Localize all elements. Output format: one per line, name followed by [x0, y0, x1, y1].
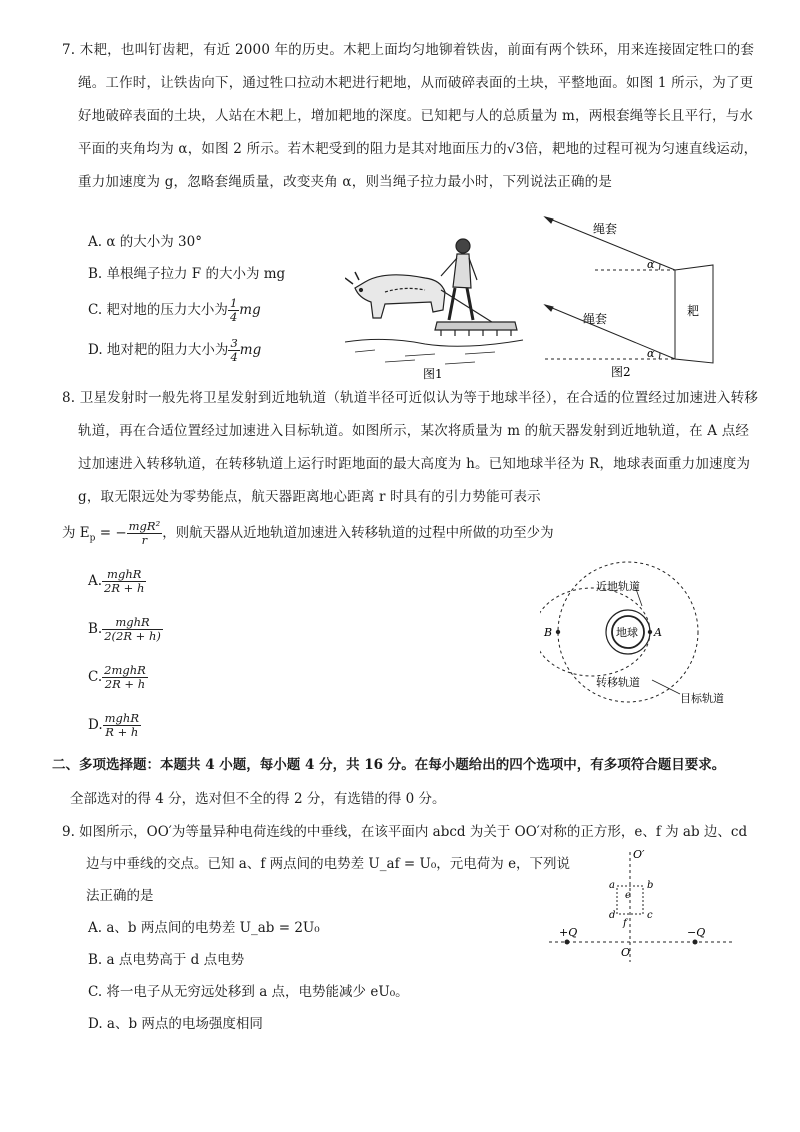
- figure-1-label: 图1: [423, 367, 443, 381]
- lower-angle-label: α: [647, 347, 655, 360]
- lower-rope-label: 绳套: [583, 312, 608, 326]
- positive-charge: [565, 940, 570, 945]
- q9-stem-line-2: 边与中垂线的交点。已知 a、f 两点间的电势差 U_af = U₀，元电荷为 e，下列说: [86, 856, 571, 872]
- q9-option-d: D. a、b 两点的电场强度相同: [88, 1016, 263, 1032]
- q7-option-d: D. 地对耙的阻力大小为 $\frac{3}{4}$ mg: [88, 336, 262, 364]
- earth-label: 地球: [616, 626, 638, 639]
- question-8: [62, 382, 762, 556]
- question-7-options: [62, 226, 362, 366]
- q7-option-b: B. 单根绳子拉力 F 的大小为 mg: [88, 266, 286, 282]
- upper-angle-label: α: [647, 258, 655, 271]
- upper-rope-label: 绳套: [593, 222, 618, 236]
- q9-option-c: C. 将一电子从无穷远处移到 a 点，电势能减少 eU₀。: [88, 984, 409, 1000]
- transfer-orbit-label: 转移轨道: [596, 676, 640, 689]
- question-7-stem: 7. 木耙，也叫钉齿耙，有近 2000 年的历史。木耙上面均匀地铆着铁齿，前面有两个铁环，用来连接固定牲口的套绳。工作时，让铁齿向下，通过牲口拉动木耙进行耙地，从而破碎表面的土块，平整地面。如图 1 所示，为了更好地破碎表面的土块，人站在木耙上，增加耙地的深度。已知耙与人的总质量为 m，两根套绳等长且平行，与水平面的夹角均为 α，如图 2 所示。若木耙受到的阻力是其对地面压力的√3倍，耙地的过程可视为匀速直线运动，重力加速度为 g，忽略套绳质量，改变夹角 α，则当绳子拉力最小时，下列说法正确的是: [62, 42, 758, 190]
- figure-2-label: 图2: [611, 365, 631, 379]
- point-a-label: A: [654, 626, 662, 639]
- q8-option-c: C. $\frac{\text{2mghR}}{2R + h}$: [88, 663, 146, 691]
- q9-stem-line-1: 9. 如图所示，OO′为等量异种电荷连线的中垂线，在该平面内 abcd 为关于 OO′对称的正方形，e、f 为 ab 边、cd: [62, 824, 748, 840]
- c-label: c: [647, 910, 653, 921]
- question-8-stem: 8. 卫星发射时一般先将卫星发射到近地轨道（轨道半径可近似认为等于地球半径），在合适的位置经过加速进入转移轨道，再在合适位置经过加速进入目标轨道。如图所示，某次将质量为 m 的航天器发射到近地轨道，在 A 点经过加速进入转移轨道，在转移轨道上运行时距地面的最大高度为 h。已知地球半径为 R，地球表面重力加速度为 g，取无限远处为零势能点，航天器距离地心距离 r 时具有的引力势能可表示: [62, 390, 759, 505]
- q9-option-a: A. a、b 两点间的电势差 U_ab = 2U₀: [88, 920, 320, 936]
- q8-option-a: A. $\frac{\text{mghR}}{2R + h}$: [88, 567, 145, 595]
- point-b-label: B: [544, 626, 553, 639]
- figure-2-diagram: [535, 215, 745, 380]
- negative-charge: [693, 940, 698, 945]
- d-label: d: [609, 910, 616, 921]
- q7-option-c-text: C. 耙对地的压力大小为: [88, 302, 228, 318]
- section-2-line-1: 二、多项选择题：本题共 4 小题，每小题 4 分，共 16 分。在每小题给出的四个选项中，有多项符合题目要求。: [52, 757, 726, 773]
- near-orbit-label: 近地轨道: [596, 580, 640, 593]
- q8-potential-energy-line: 为 $E_p$ = − $\frac{\text{mgR²}}{r}$ ，则航天器从近地轨道加速进入转移轨道的过程中所做的功至少为: [62, 519, 554, 547]
- f-label: f: [623, 918, 627, 929]
- q8-potential-fraction: $\frac{\text{mgR²}}{r}$: [128, 519, 161, 547]
- q7-option-c-fraction: $\frac{1}{4}$: [229, 296, 238, 324]
- target-orbit-label: 目标轨道: [680, 692, 724, 705]
- minus-q-label: −Q: [687, 926, 706, 939]
- a-label: a: [609, 880, 615, 891]
- q8-option-b: B. $\frac{\text{mghR}}{2(2R + h)}$: [88, 615, 161, 643]
- orbit-diagram: [540, 558, 760, 718]
- plus-q-label: +Q: [559, 926, 578, 939]
- e-label: e: [625, 890, 631, 901]
- charge-square-diagram: [545, 842, 745, 972]
- q7-option-c: C. 耙对地的压力大小为 $\frac{1}{4}$ mg: [88, 296, 261, 324]
- q7-option-a: A. α 的大小为 30°: [88, 234, 202, 250]
- harrow-label: 耙: [687, 304, 700, 318]
- q7-option-d-fraction: $\frac{3}{4}$: [230, 336, 238, 364]
- q7-option-d-text: D. 地对耙的阻力大小为: [88, 342, 229, 358]
- q9-stem-line-3: 法正确的是: [86, 888, 154, 904]
- point-b-marker: [556, 630, 560, 634]
- q8-option-d: D. $\frac{\text{mghR}}{R + h}$: [88, 711, 139, 739]
- o-label: O: [621, 946, 631, 959]
- point-a-marker: [648, 630, 652, 634]
- question-7: [62, 34, 762, 199]
- question-8-options: [62, 566, 262, 758]
- section-2-heading: [52, 750, 772, 814]
- q9-option-b: B. a 点电势高于 d 点电势: [88, 952, 245, 968]
- o-prime-label: O′: [633, 848, 645, 861]
- b-label: b: [647, 880, 654, 891]
- figure-1-illustration: [345, 232, 525, 382]
- section-2-line-2: 全部选对的得 4 分，选对但不全的得 2 分，有选错的得 0 分。: [70, 791, 446, 807]
